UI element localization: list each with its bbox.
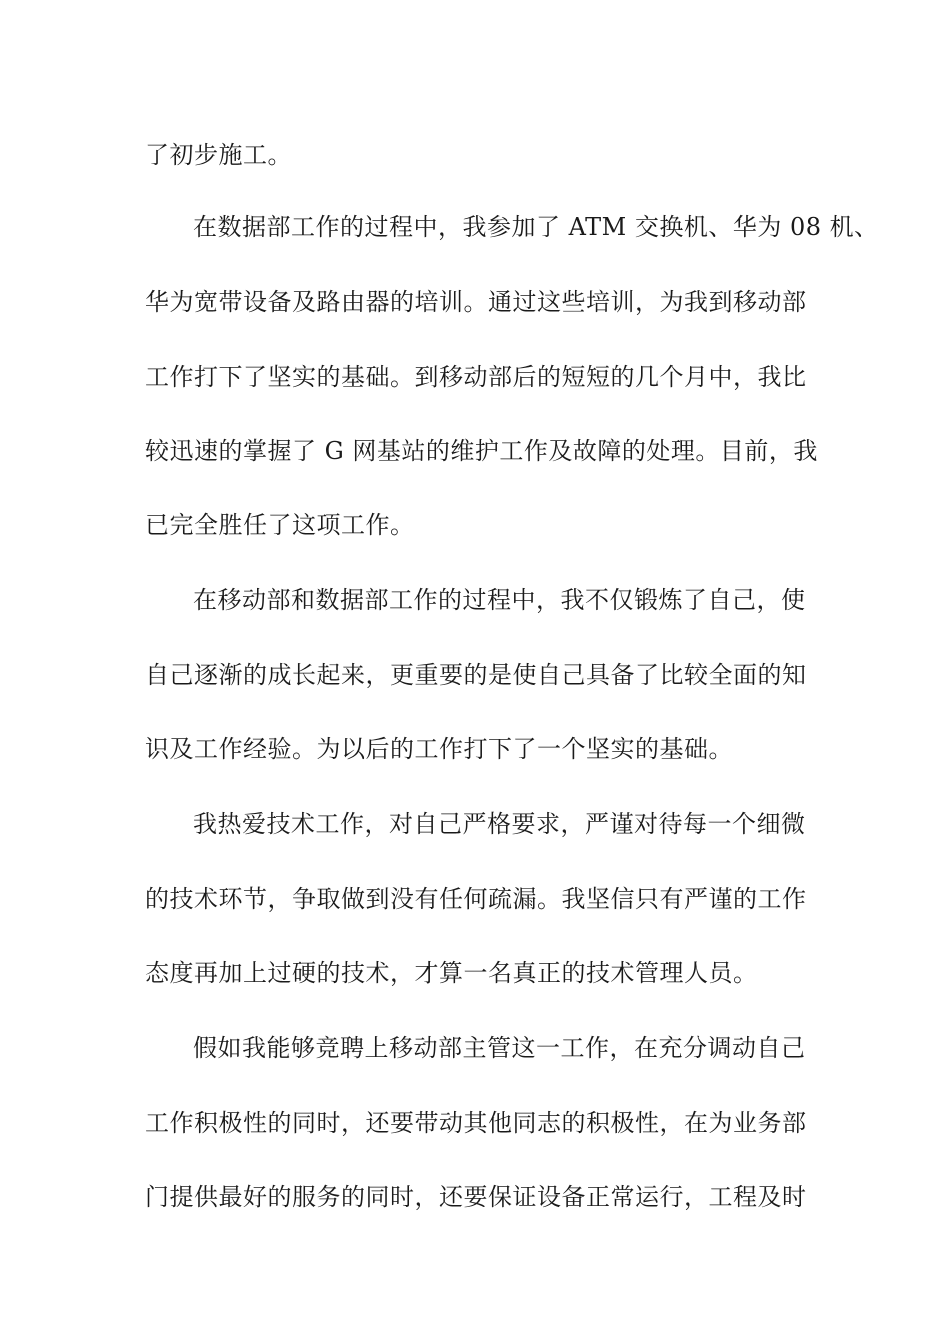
paragraph-line: 工作积极性的同时，还要带动其他同志的积极性，在为业务部 [145,1109,807,1137]
paragraph-line: 了初步施工。 [145,141,292,169]
paragraph-line: 门提供最好的服务的同时，还要保证设备正常运行，工程及时 [145,1183,807,1211]
paragraph-line: 假如我能够竞聘上移动部主管这一工作，在充分调动自己 [193,1034,806,1062]
paragraph-line: 华为宽带设备及路由器的培训。通过这些培训，为我到移动部 [145,288,807,316]
paragraph-line: 较迅速的掌握了 G 网基站的维护工作及故障的处理。目前，我 [145,437,818,465]
paragraph-line: 态度再加上过硬的技术，才算一名真正的技术管理人员。 [145,959,758,987]
paragraph-line: 的技术环节，争取做到没有任何疏漏。我坚信只有严谨的工作 [145,885,807,913]
paragraph-line: 我热爱技术工作，对自己严格要求，严谨对待每一个细微 [193,810,806,838]
paragraph-line: 工作打下了坚实的基础。到移动部后的短短的几个月中，我比 [145,363,807,391]
paragraph-line: 在数据部工作的过程中，我参加了 ATM 交换机、华为 08 机、 [193,213,879,241]
paragraph-line: 在移动部和数据部工作的过程中，我不仅锻炼了自己，使 [193,586,806,614]
paragraph-line: 自己逐渐的成长起来，更重要的是使自己具备了比较全面的知 [145,661,807,689]
paragraph-line: 已完全胜任了这项工作。 [145,511,415,539]
paragraph-line: 识及工作经验。为以后的工作打下了一个坚实的基础。 [145,735,733,763]
